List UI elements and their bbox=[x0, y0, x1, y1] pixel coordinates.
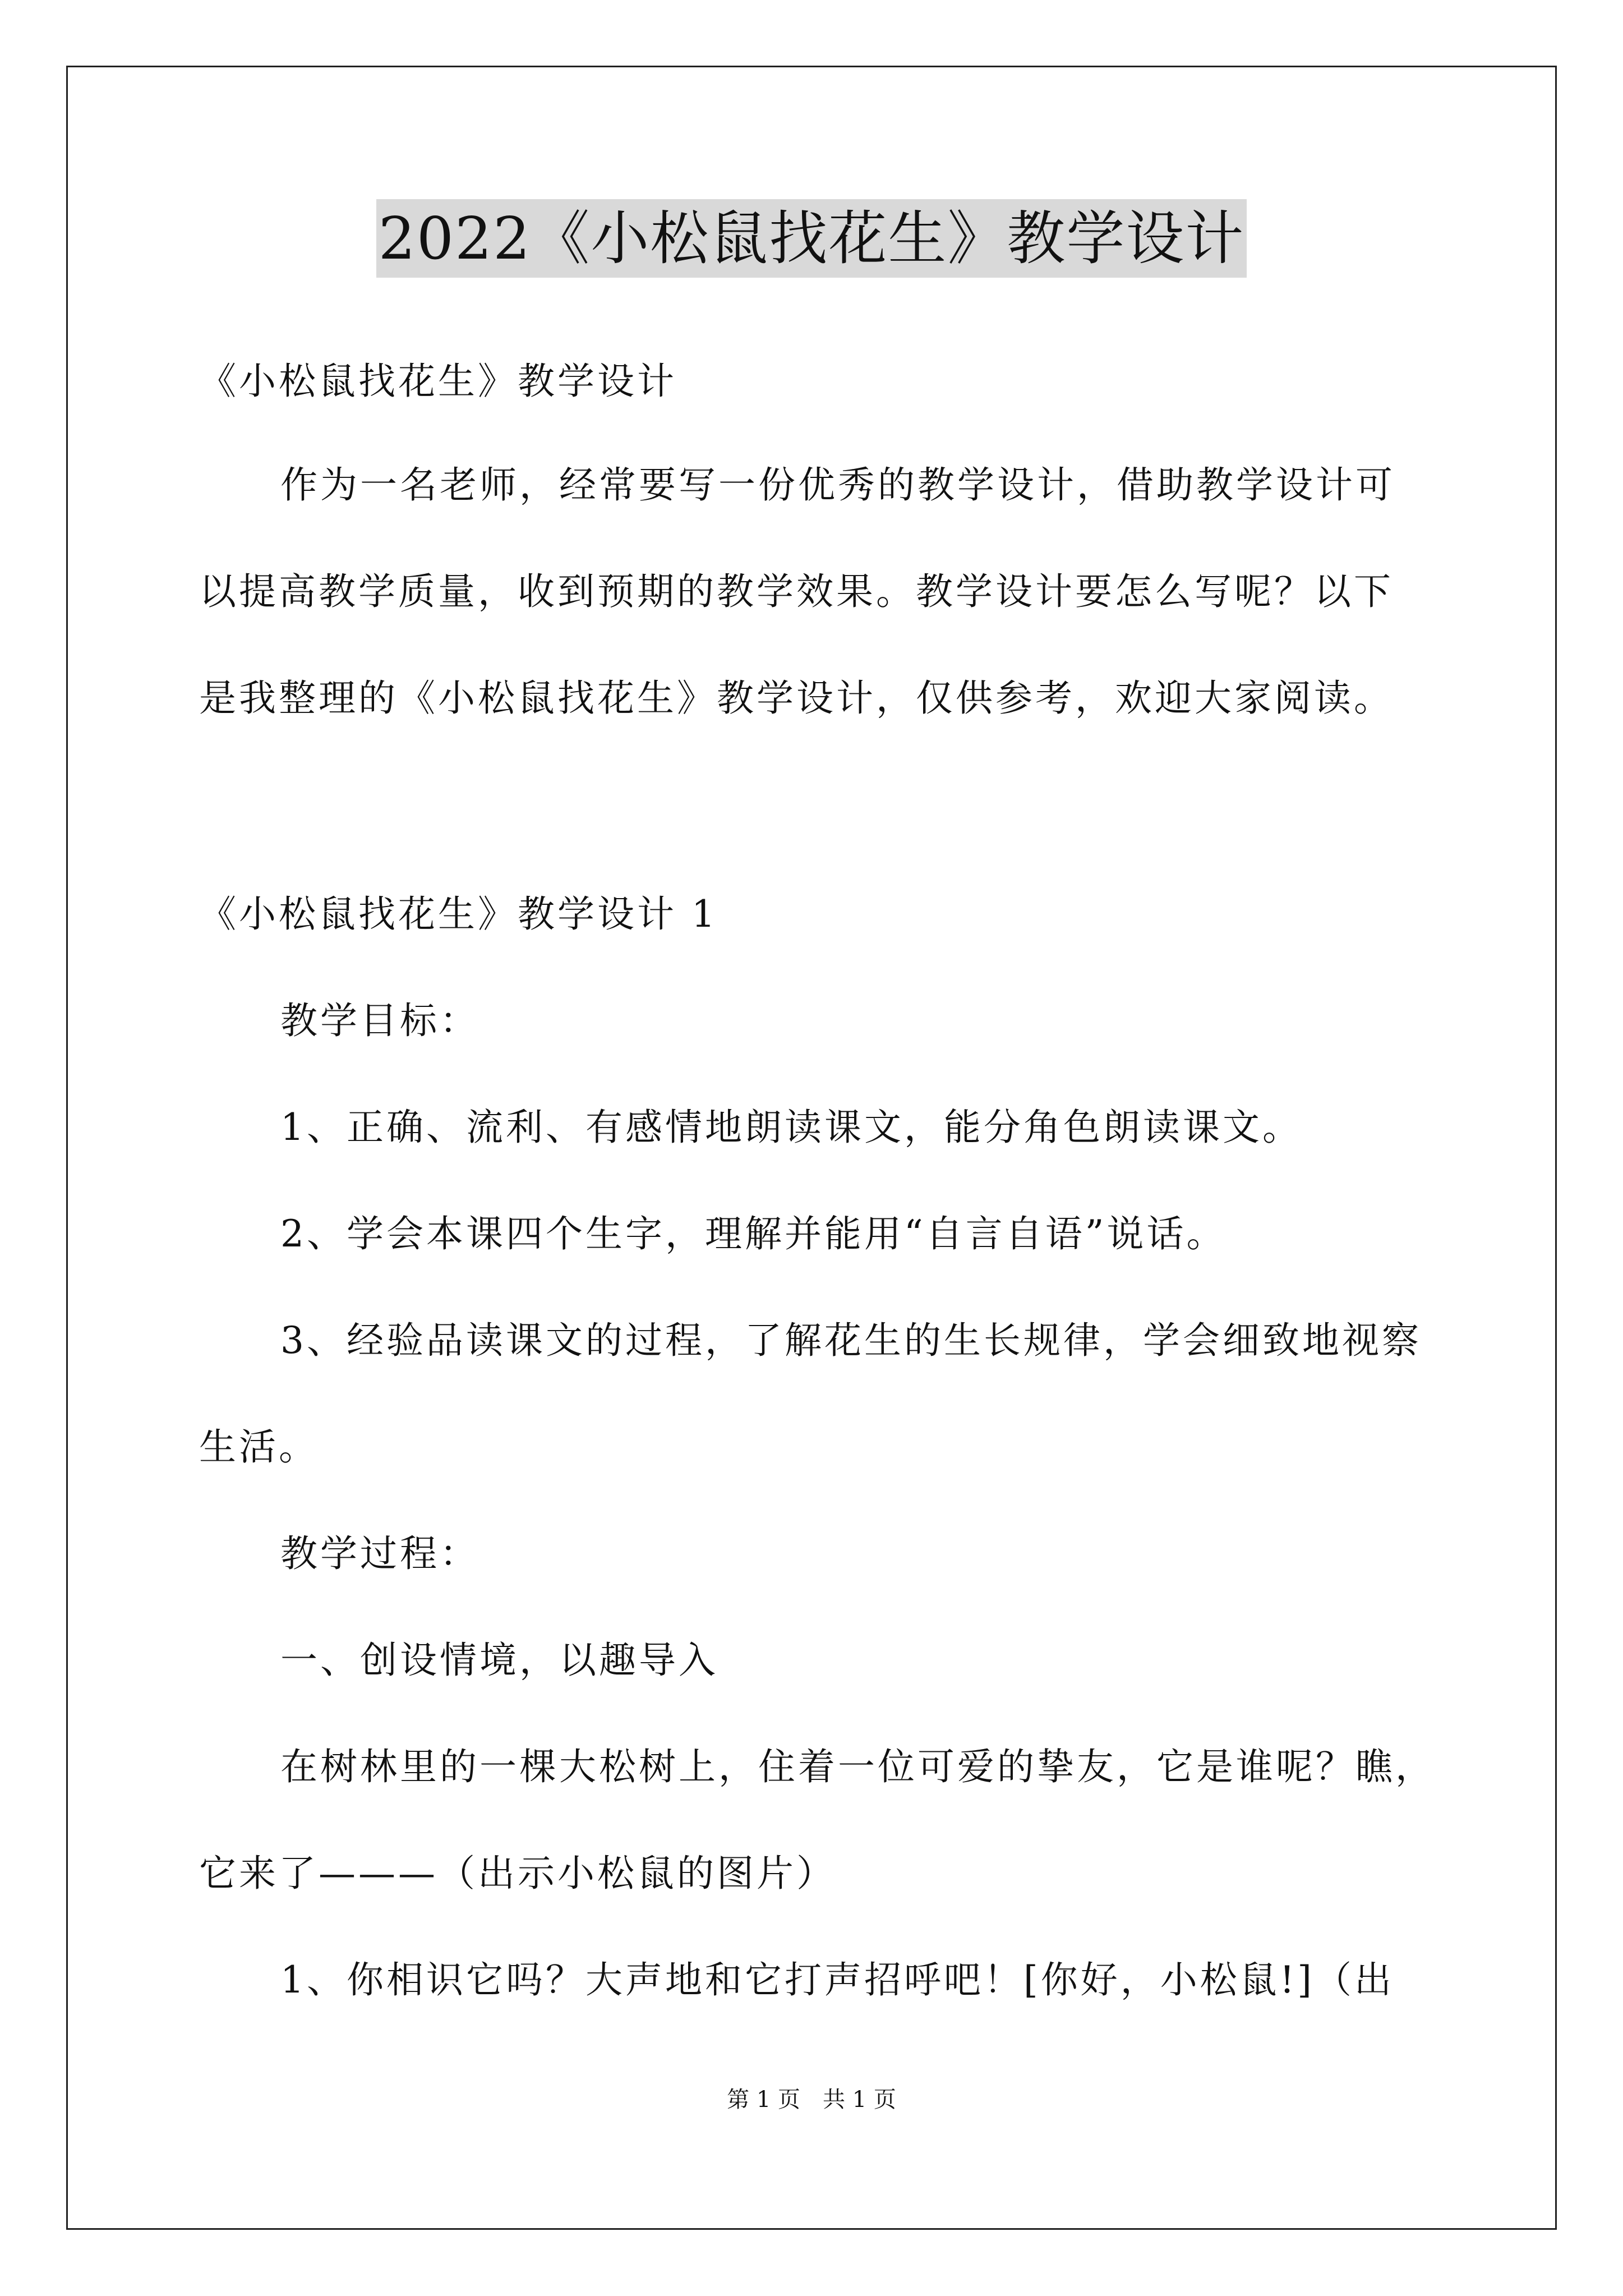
goal-3-line-2: 生活。 bbox=[199, 1425, 319, 1469]
document-title: 2022《小松鼠找花生》教学设计 bbox=[376, 199, 1247, 278]
goal-3-line-1: 3、经验品读课文的过程，了解花生的生长规律，学会细致地视察 bbox=[280, 1319, 1422, 1362]
intro-line-3: 是我整理的《小松鼠找花生》教学设计，仅供参考，欢迎大家阅读。 bbox=[199, 677, 1394, 720]
step-1-line-2: 它来了———（出示小松鼠的图片） bbox=[199, 1852, 836, 1895]
question-1: 1、你相识它吗？大声地和它打声招呼吧！[你好，小松鼠!]（出 bbox=[280, 1958, 1395, 2001]
goals-label: 教学目标： bbox=[280, 999, 479, 1042]
goal-2: 2、学会本课四个生字，理解并能用“自言自语”说话。 bbox=[280, 1212, 1227, 1255]
step-1-line-1: 在树林里的一棵大松树上，住着一位可爱的挚友，它是谁呢？瞧， bbox=[280, 1745, 1435, 1788]
step-1-heading: 一、创设情境，以趣导入 bbox=[280, 1639, 718, 1682]
page-footer: 第 1 页 共 1 页 bbox=[727, 2087, 896, 2113]
section-heading: 《小松鼠找花生》教学设计 1 bbox=[199, 892, 718, 936]
subtitle: 《小松鼠找花生》教学设计 bbox=[199, 360, 677, 403]
goal-1: 1、正确、流利、有感情地朗读课文，能分角色朗读课文。 bbox=[280, 1106, 1302, 1149]
intro-line-1: 作为一名老师，经常要写一份优秀的教学设计，借助教学设计可 bbox=[280, 463, 1395, 507]
process-label: 教学过程： bbox=[280, 1532, 479, 1575]
intro-line-2: 以提高教学质量，收到预期的教学效果。教学设计要怎么写呢？以下 bbox=[199, 570, 1394, 613]
title-wrap bbox=[0, 199, 1623, 278]
